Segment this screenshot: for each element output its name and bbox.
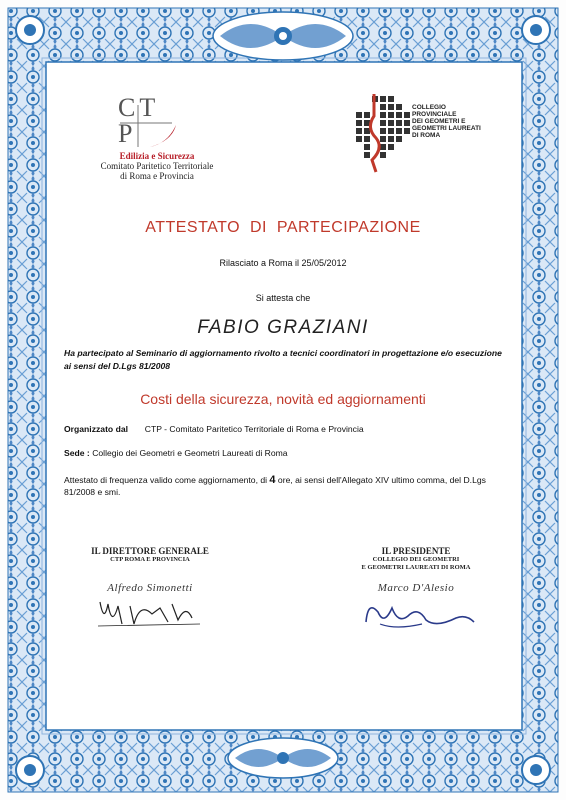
collegio-logo [352,88,482,178]
collegio-line: COLLEGIO [412,104,446,111]
signature-block-left [60,546,240,639]
president-subtitle-line1: COLLEGIO DEI GEOMETRI [372,556,460,563]
collegio-line: GEOMETRI LAUREATI [412,125,481,132]
top-ornament [213,12,353,60]
ctp-tagline: Edilizia e Sicurezza [119,151,195,161]
president-subtitle-line2: E GEOMETRI LAUREATI DI ROMA [361,564,471,571]
organizer-value: CTP - Comitato Paritetico Territoriale di Roma e Provincia [144,424,364,434]
certificate-title: ATTESTATO DI PARTECIPAZIONE [145,219,421,236]
organizer-label: Organizzato dal [64,424,128,434]
president-name: Marco D'Alesio [377,582,455,594]
frequency-hours: 4 [269,474,276,486]
ctp-location: di Roma e Provincia [120,171,194,181]
recipient-name: FABIO GRAZIANI [197,317,369,338]
bottom-ornament [228,738,338,778]
ctp-name: Comitato Paritetico Territoriale [100,161,214,171]
director-name: Alfredo Simonetti [107,582,193,594]
director-signature [60,594,240,634]
collegio-line: DEI GEOMETRI E [412,118,466,125]
collegio-line: DI ROMA [412,132,441,139]
president-title: IL PRESIDENTE [381,546,451,556]
president-signature [326,594,506,634]
venue-label: Sede : [64,448,90,458]
collegio-line: PROVINCIALE [412,111,457,118]
participation-description: Ha partecipato al Seminario di aggiornamento rivolto a tecnici coordinatori in progettazione e/o esecuzione ai sensi del D.Lgs 81/2008 [64,348,502,371]
collegio-text [412,104,492,139]
seminar-title: Costi della sicurezza, novità ed aggiornamenti [140,391,426,407]
director-title: IL DIRETTORE GENERALE [91,546,209,556]
attest-intro: Si attesta che [255,293,311,303]
frequency-text-before: Attestato di frequenza valido come aggiornamento, di [64,475,270,485]
ctp-logo [102,95,212,191]
director-subtitle: CTP ROMA E PROVINCIA [110,556,190,563]
venue-value: Collegio dei Geometri e Geometri Laureati di Roma [92,448,288,458]
ctp-letters-bottom: P [118,119,137,148]
signature-block-right [326,546,506,639]
frequency-statement [64,474,504,498]
frequency-text-after: ore, ai sensi dell'Allegato XIV ultimo comma, del D.Lgs 81/2008 e smi. [64,475,486,497]
ctp-letters-top: CT [118,93,160,122]
venue-row [64,448,504,458]
issued-date: Rilasciato a Roma il 25/05/2012 [219,258,347,268]
organizer-row [64,424,504,434]
